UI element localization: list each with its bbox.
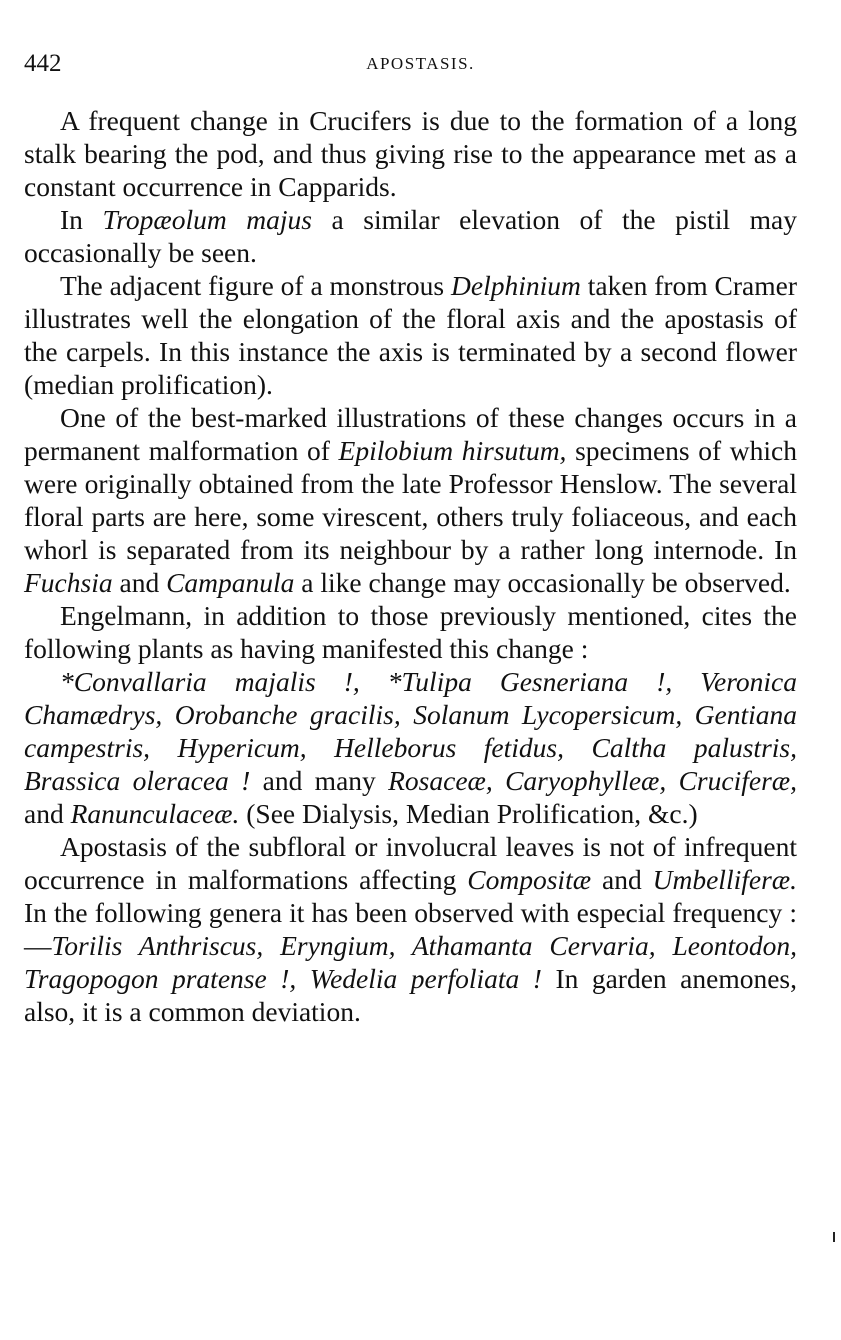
paragraph-engelmann: Engelmann, in addition to those previously mentioned, cites the following plants as having manifested this change : xyxy=(24,600,797,664)
paragraph-epilobium: One of the best-marked illustrations of these changes occurs in a permanent malformation of Epilobium hirsutum, specimens of which were originally obtained from the late Professor Henslow. The several floral parts are here, some virescent, others truly foliaceous, and each whorl is separated from its neighbour by a rather long internode. In Fuchsia and Campanula a like change may occasionally be observed. xyxy=(24,402,797,598)
page-number: 442 xyxy=(24,50,62,77)
margin-mark xyxy=(833,1232,835,1242)
paragraph-species-list: *Convallaria majalis !, *Tulipa Gesneriana !, Veronica Chamædrys, Orobanche gracilis, Solanum Lycopersicum, Gentiana campestris, Hypericum, Helleborus fetidus, Caltha palustris, Brassica oleracea ! and many Rosaceæ, Caryophylleæ, Cruciferæ, and Ranunculaceæ. (See Dialysis, Median Prolification, &c.) xyxy=(24,666,797,829)
running-title: APOSTASIS. xyxy=(366,54,475,73)
paragraph-crucifers: A frequent change in Crucifers is due to the formation of a long stalk bearing the pod, and thus giving rise to the appearance met as a constant occurrence in Capparids. xyxy=(24,105,797,202)
paragraph-involucral: Apostasis of the subfloral or involucral leaves is not of infrequent occurrence in malformations affecting Compositæ and Umbelliferæ. In the following genera it has been observed with especial frequency :—Torilis Anthriscus, Eryngium, Athamanta Cervaria, Leontodon, Tragopogon pratense !, Wedelia perfoliata ! In garden anemones, also, it is a common deviation. xyxy=(24,831,798,1027)
page-header xyxy=(24,50,797,80)
body-text xyxy=(24,104,797,1028)
paragraph-tropaeolum: In Tropæolum majus a similar elevation of the pistil may occasionally be seen. xyxy=(24,204,797,268)
paragraph-delphinium: The adjacent figure of a monstrous Delphinium taken from Cramer illustrates well the elongation of the floral axis and the apostasis of the carpels. In this instance the axis is terminated by a second flower (median prolification). xyxy=(24,270,798,400)
